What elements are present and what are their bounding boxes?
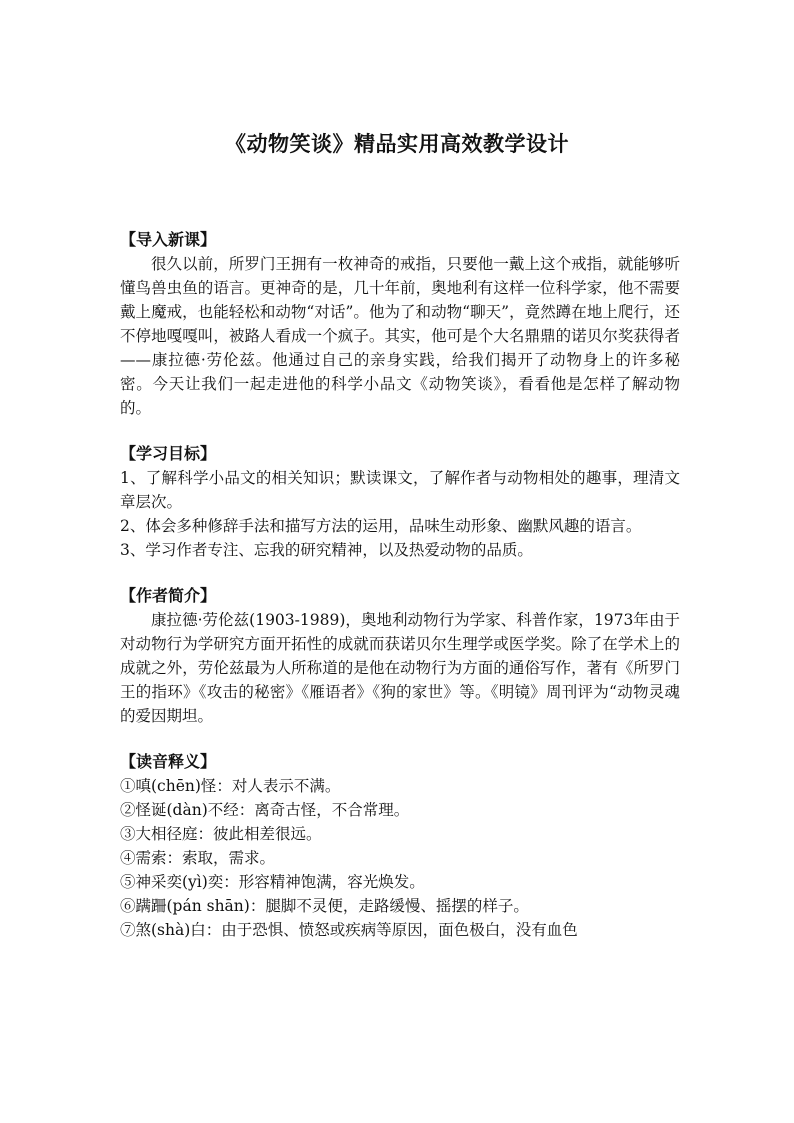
list-item: ①嗔(chēn)怪：对人表示不满。 bbox=[120, 777, 341, 795]
list-item: ⑦煞(shà)白：由于恐惧、愤怒或疾病等原因，面色极白，没有血色 bbox=[120, 921, 578, 939]
list-item: 3、学习作者专注、忘我的研究精神，以及热爱动物的品质。 bbox=[120, 541, 533, 559]
section-heading: 【读音释义】 bbox=[120, 752, 217, 771]
section-paragraph: 康拉德·劳伦兹(1903-1989)，奥地利动物行为学家、科普作家，1973年由于对动物行为学研究方面开拓性的成就而获诺贝尔生理学或医学奖。除了在学术上的成就之外，劳伦兹最为人所称道的是他在动物行为方面的通俗写作，著有《所罗门王的指环》《攻击的秘密》《雁语者》《狗的家世》等。《明镜》周刊评为“动物灵魂的爱因期坦。 bbox=[120, 611, 680, 725]
section-heading: 【学习目标】 bbox=[120, 444, 217, 463]
list-item: 2、体会多种修辞手法和描写方法的运用，品味生动形象、幽默风趣的语言。 bbox=[120, 517, 642, 535]
document-title: 《动物笑谈》精品实用高效教学设计 bbox=[225, 131, 569, 156]
section-intro bbox=[120, 228, 680, 420]
list-item: ⑤神采奕(yì)奕：形容精神饱满，容光焕发。 bbox=[120, 873, 425, 891]
list-item: ⑥蹒跚(pán shān)：腿脚不灵便，走路缓慢、摇摆的样子。 bbox=[120, 897, 529, 915]
section-heading: 【作者简介】 bbox=[120, 586, 217, 605]
section-vocabulary bbox=[120, 750, 680, 942]
section-paragraph: 很久以前，所罗门王拥有一枚神奇的戒指，只要他一戴上这个戒指，就能够听懂鸟兽虫鱼的语言。更神奇的是，几十年前，奥地利有这样一位科学家，他不需要戴上魔戒，也能轻松和动物“对话”。他为了和动物“聊天”，竟然蹲在地上爬行，还不停地嘎嘎叫，被路人看成一个疯子。其实，他可是个大名鼎鼎的诺贝尔奖获得者——康拉德·劳伦兹。他通过自己的亲身实践，给我们揭开了动物身上的许多秘密。今天让我们一起走进他的科学小品文《动物笑谈》，看看他是怎样了解动物的。 bbox=[120, 255, 680, 417]
list-item: 1、了解科学小品文的相关知识；默读课文，了解作者与动物相处的趣事，理清文章层次。 bbox=[120, 469, 680, 511]
section-heading: 【导入新课】 bbox=[120, 230, 217, 249]
section-objectives bbox=[120, 442, 680, 562]
list-item: ④需索：索取，需求。 bbox=[120, 849, 276, 867]
list-item: ③大相径庭：彼此相差很远。 bbox=[120, 825, 322, 843]
document-body bbox=[120, 228, 680, 942]
list-item: ②怪诞(dàn)不经：离奇古怪，不合常理。 bbox=[120, 801, 410, 819]
section-author bbox=[120, 584, 680, 728]
